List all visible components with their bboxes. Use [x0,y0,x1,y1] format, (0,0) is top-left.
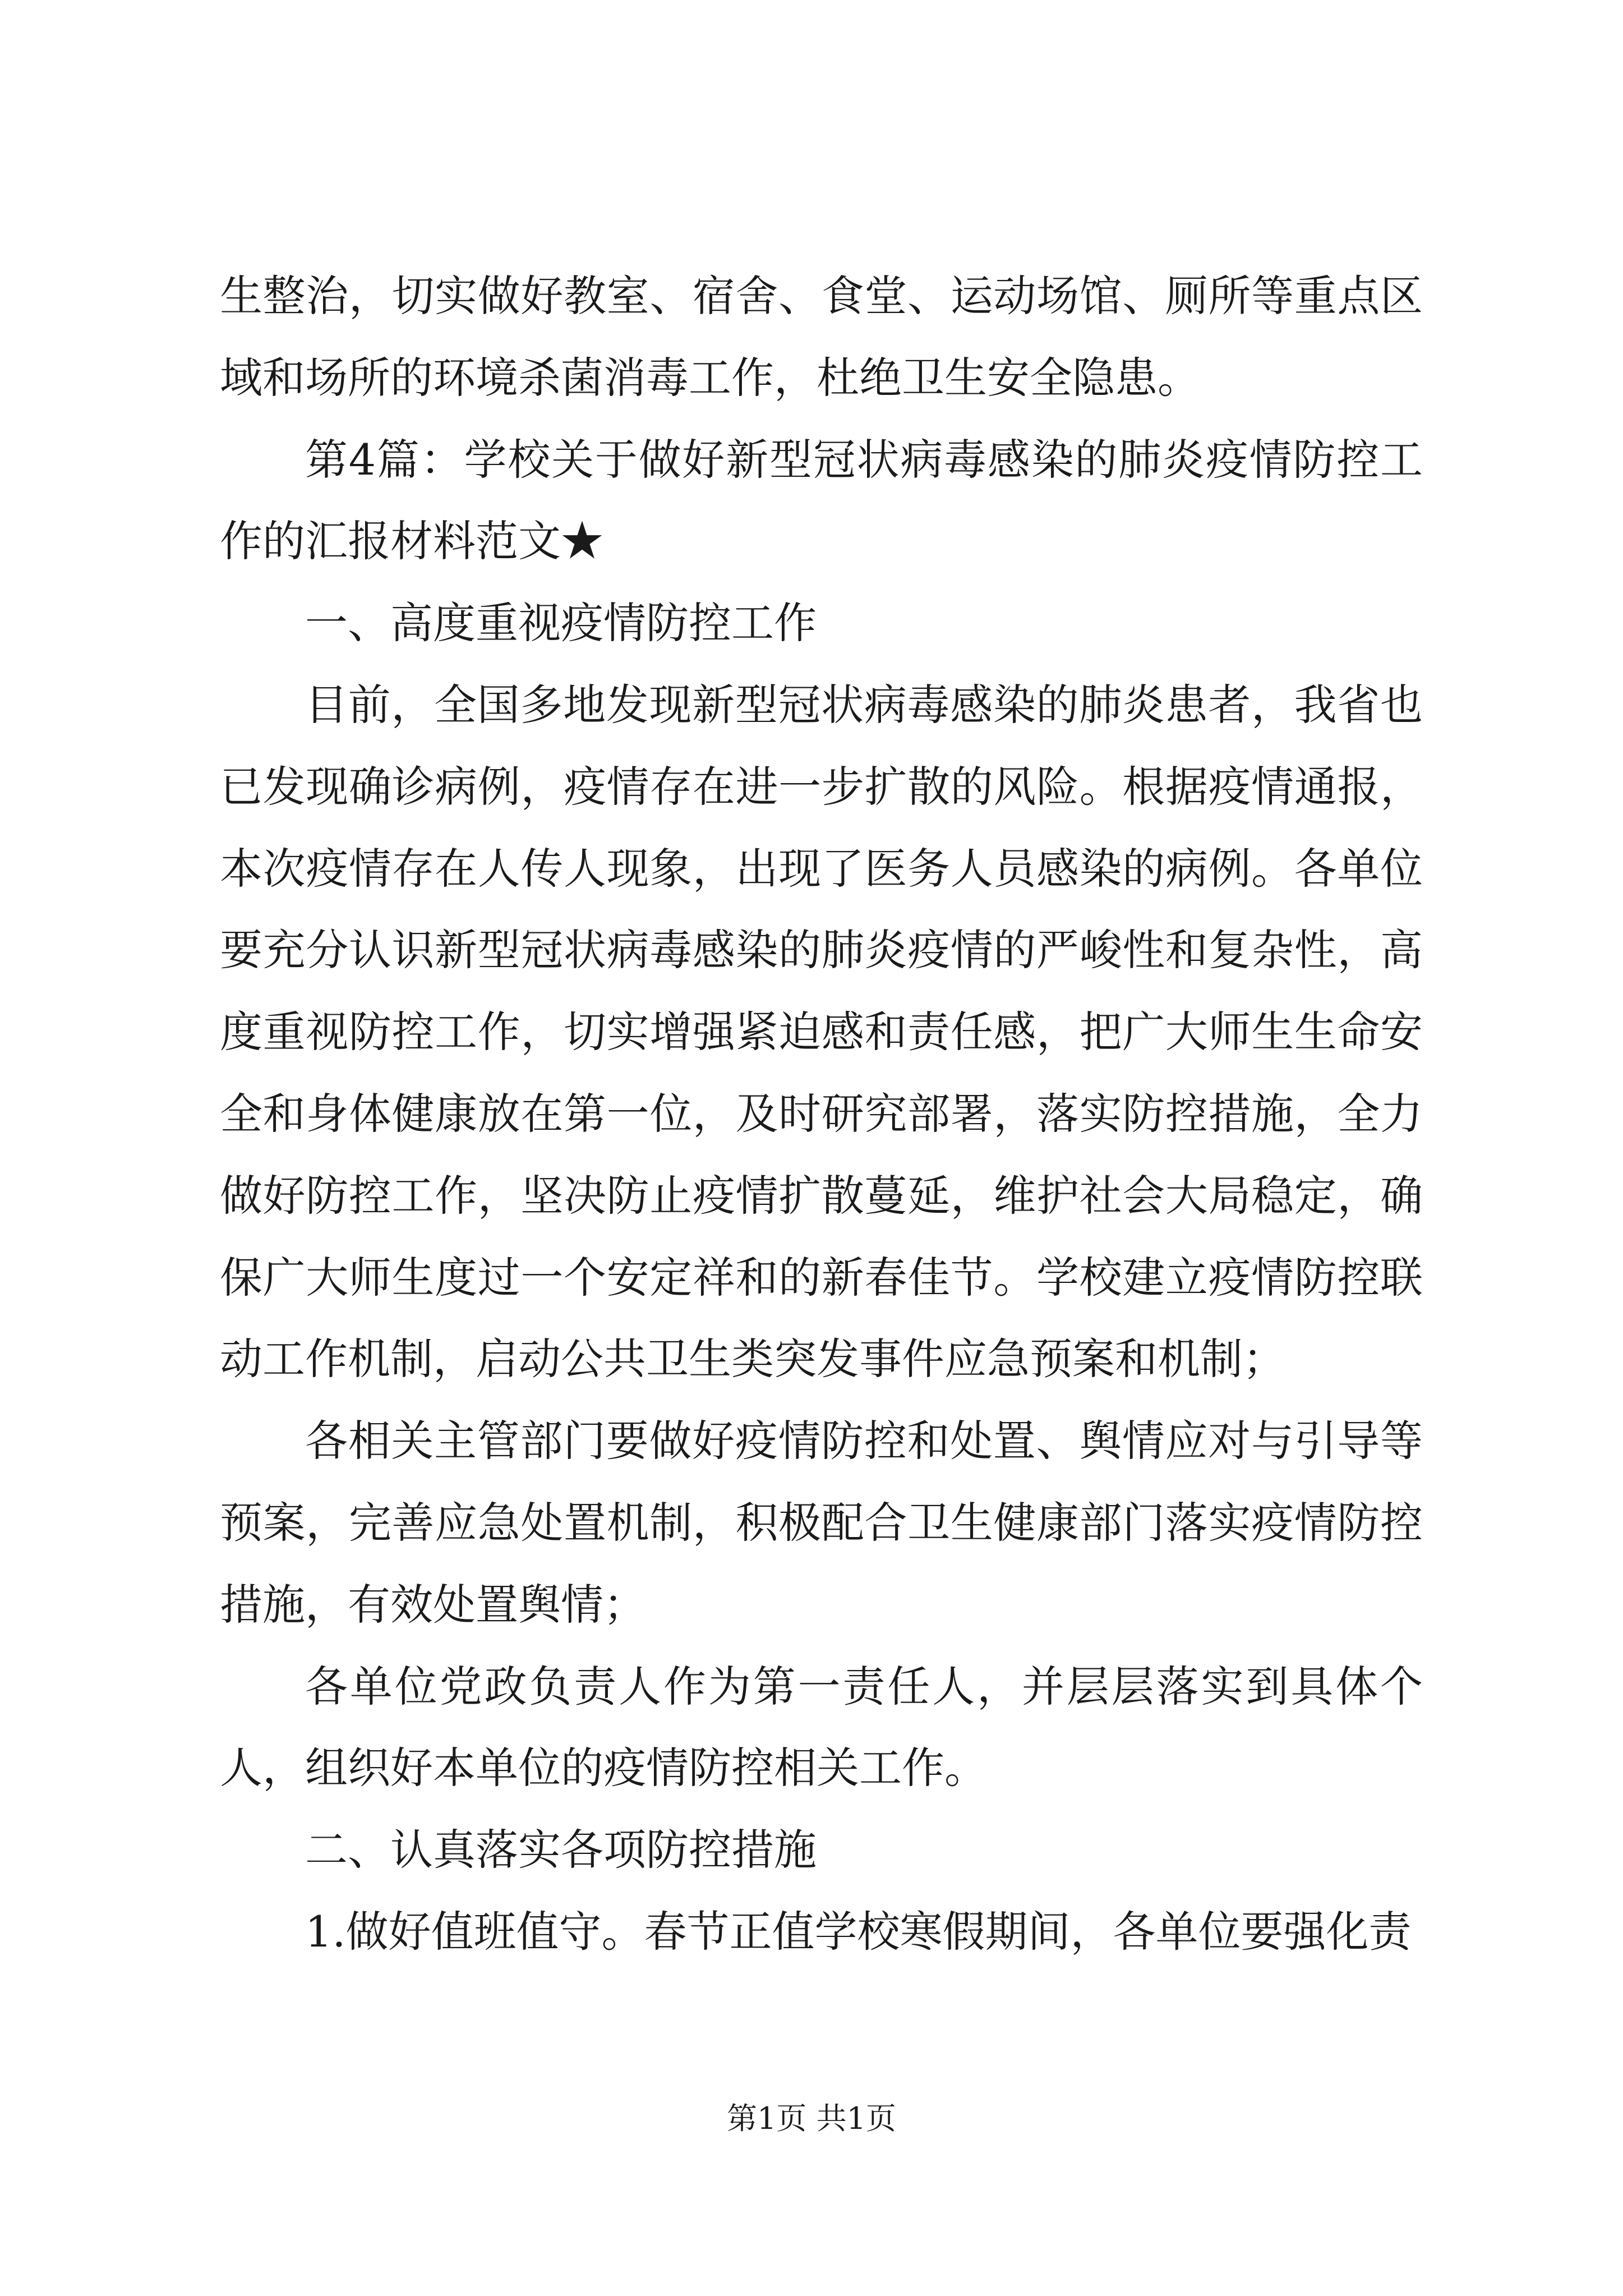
paragraph-departments: 各相关主管部门要做好疫情防控和处置、舆情应对与引导等预案，完善应急处置机制，积极配合卫生健康部门落实疫情防控措施，有效处置舆情； [220,1416,1423,1630]
paragraph-current-situation: 目前，全国多地发现新型冠状病毒感染的肺炎患者，我省也已发现确诊病例，疫情存在进一步扩散的风险。根据疫情通报，本次疫情存在人传人现象，出现了医务人员感染的病例。各单位要充分认识新型冠状病毒感染的肺炎疫情的严峻性和复杂性，高度重视防控工作，切实增强紧迫感和责任感，把广大师生生命安全和身体健康放在第一位，及时研究部署，落实防控措施，全力做好防控工作，坚决防止疫情扩散蔓延，维护社会大局稳定，确保广大师生度过一个安定祥和的新春佳节。学校建立疫情防控联动工作机制，启动公共卫生类突发事件应急预案和机制； [220,679,1423,1384]
document-body [220,255,1423,1973]
section-heading-2: 二、认真落实各项防控措施 [305,1825,817,1875]
page-footer: 第1页 共1页 [727,2101,896,2136]
article-title: 第4篇：学校关于做好新型冠状病毒感染的肺炎疫情防控工作的汇报材料范文★ [220,434,1423,567]
paragraph-responsibility: 各单位党政负责人作为第一责任人，并层层落实到具体个人，组织好本单位的疫情防控相关工作。 [220,1661,1423,1793]
section-heading-1: 一、高度重视疫情防控工作 [305,598,817,648]
paragraph-continuation: 生整治，切实做好教室、宿舍、食堂、运动场馆、厕所等重点区域和场所的环境杀菌消毒工作，杜绝卫生安全隐患。 [220,271,1423,403]
paragraph-duty: 1.做好值班值守。春节正值学校寒假期间，各单位要强化责 [305,1906,1412,1957]
